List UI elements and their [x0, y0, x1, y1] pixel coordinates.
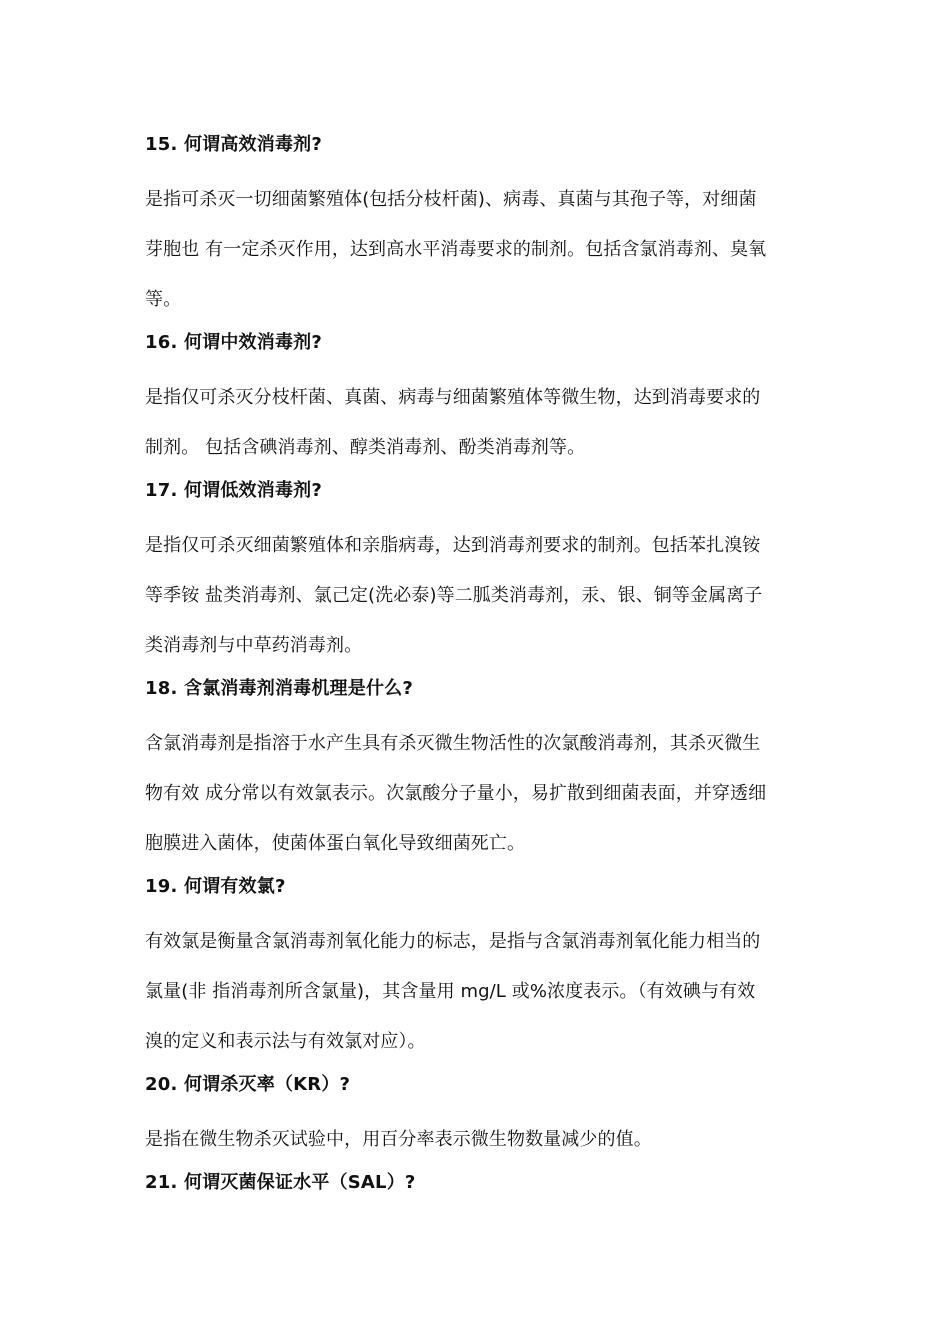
answer-paragraph — [145, 373, 815, 473]
answer-line: 是指在微生物杀灭试验中，用百分率表示微生物数量减少的值。 — [145, 1129, 652, 1150]
answer-line: 溴的定义和表示法与有效氯对应）。 — [145, 1031, 426, 1052]
qa-item-21 — [145, 1168, 815, 1198]
answer-paragraph — [145, 1115, 815, 1165]
answer-line: 芽胞也 有一定杀灭作用，达到高水平消毒要求的制剂。包括含氯消毒剂、臭氧 — [145, 239, 767, 260]
question-heading: 17. 何谓低效消毒剂? — [145, 480, 322, 501]
answer-paragraph — [145, 719, 815, 869]
answer-line: 胞膜进入菌体，使菌体蛋白氧化导致细菌死亡。 — [145, 833, 526, 854]
answer-line: 等季铵 盐类消毒剂、氯己定(洗必泰)等二胍类消毒剂，汞、银、铜等金属离子 — [145, 585, 763, 606]
qa-item-17 — [145, 476, 815, 671]
answer-paragraph — [145, 175, 815, 325]
question-heading: 16. 何谓中效消毒剂? — [145, 332, 322, 353]
answer-line: 物有效 成分常以有效氯表示。次氯酸分子量小，易扩散到细菌表面，并穿透细 — [145, 783, 767, 804]
question-heading: 15. 何谓高效消毒剂? — [145, 134, 322, 155]
question-heading: 21. 何谓灭菌保证水平（SAL）? — [145, 1172, 416, 1193]
answer-line: 含氯消毒剂是指溶于水产生具有杀灭微生物活性的次氯酸消毒剂，其杀灭微生 — [145, 733, 761, 754]
answer-line: 有效氯是衡量含氯消毒剂氧化能力的标志，是指与含氯消毒剂氧化能力相当的 — [145, 931, 761, 952]
question-heading: 19. 何谓有效氯? — [145, 876, 286, 897]
answer-line: 是指可杀灭一切细菌繁殖体(包括分枝杆菌)、病毒、真菌与其孢子等，对细菌 — [145, 189, 757, 210]
document-page — [145, 130, 815, 1213]
question-heading: 18. 含氯消毒剂消毒机理是什么? — [145, 678, 413, 699]
qa-item-19 — [145, 872, 815, 1067]
qa-item-16 — [145, 328, 815, 473]
question-heading: 20. 何谓杀灭率（KR）? — [145, 1074, 351, 1095]
answer-line: 类消毒剂与中草药消毒剂。 — [145, 635, 363, 656]
answer-line: 制剂。 包括含碘消毒剂、醇类消毒剂、酚类消毒剂等。 — [145, 437, 586, 458]
answer-paragraph — [145, 917, 815, 1067]
answer-line: 是指仅可杀灭细菌繁殖体和亲脂病毒，达到消毒剂要求的制剂。包括苯扎溴铵 — [145, 535, 761, 556]
answer-line: 氯量(非 指消毒剂所含氯量)，其含量用 mg/L 或%浓度表示。（有效碘与有效 — [145, 981, 756, 1002]
answer-line: 是指仅可杀灭分枝杆菌、真菌、病毒与细菌繁殖体等微生物，达到消毒要求的 — [145, 387, 761, 408]
qa-item-18 — [145, 674, 815, 869]
qa-item-15 — [145, 130, 815, 325]
answer-paragraph — [145, 521, 815, 671]
qa-item-20 — [145, 1070, 815, 1165]
answer-line: 等。 — [145, 289, 182, 310]
